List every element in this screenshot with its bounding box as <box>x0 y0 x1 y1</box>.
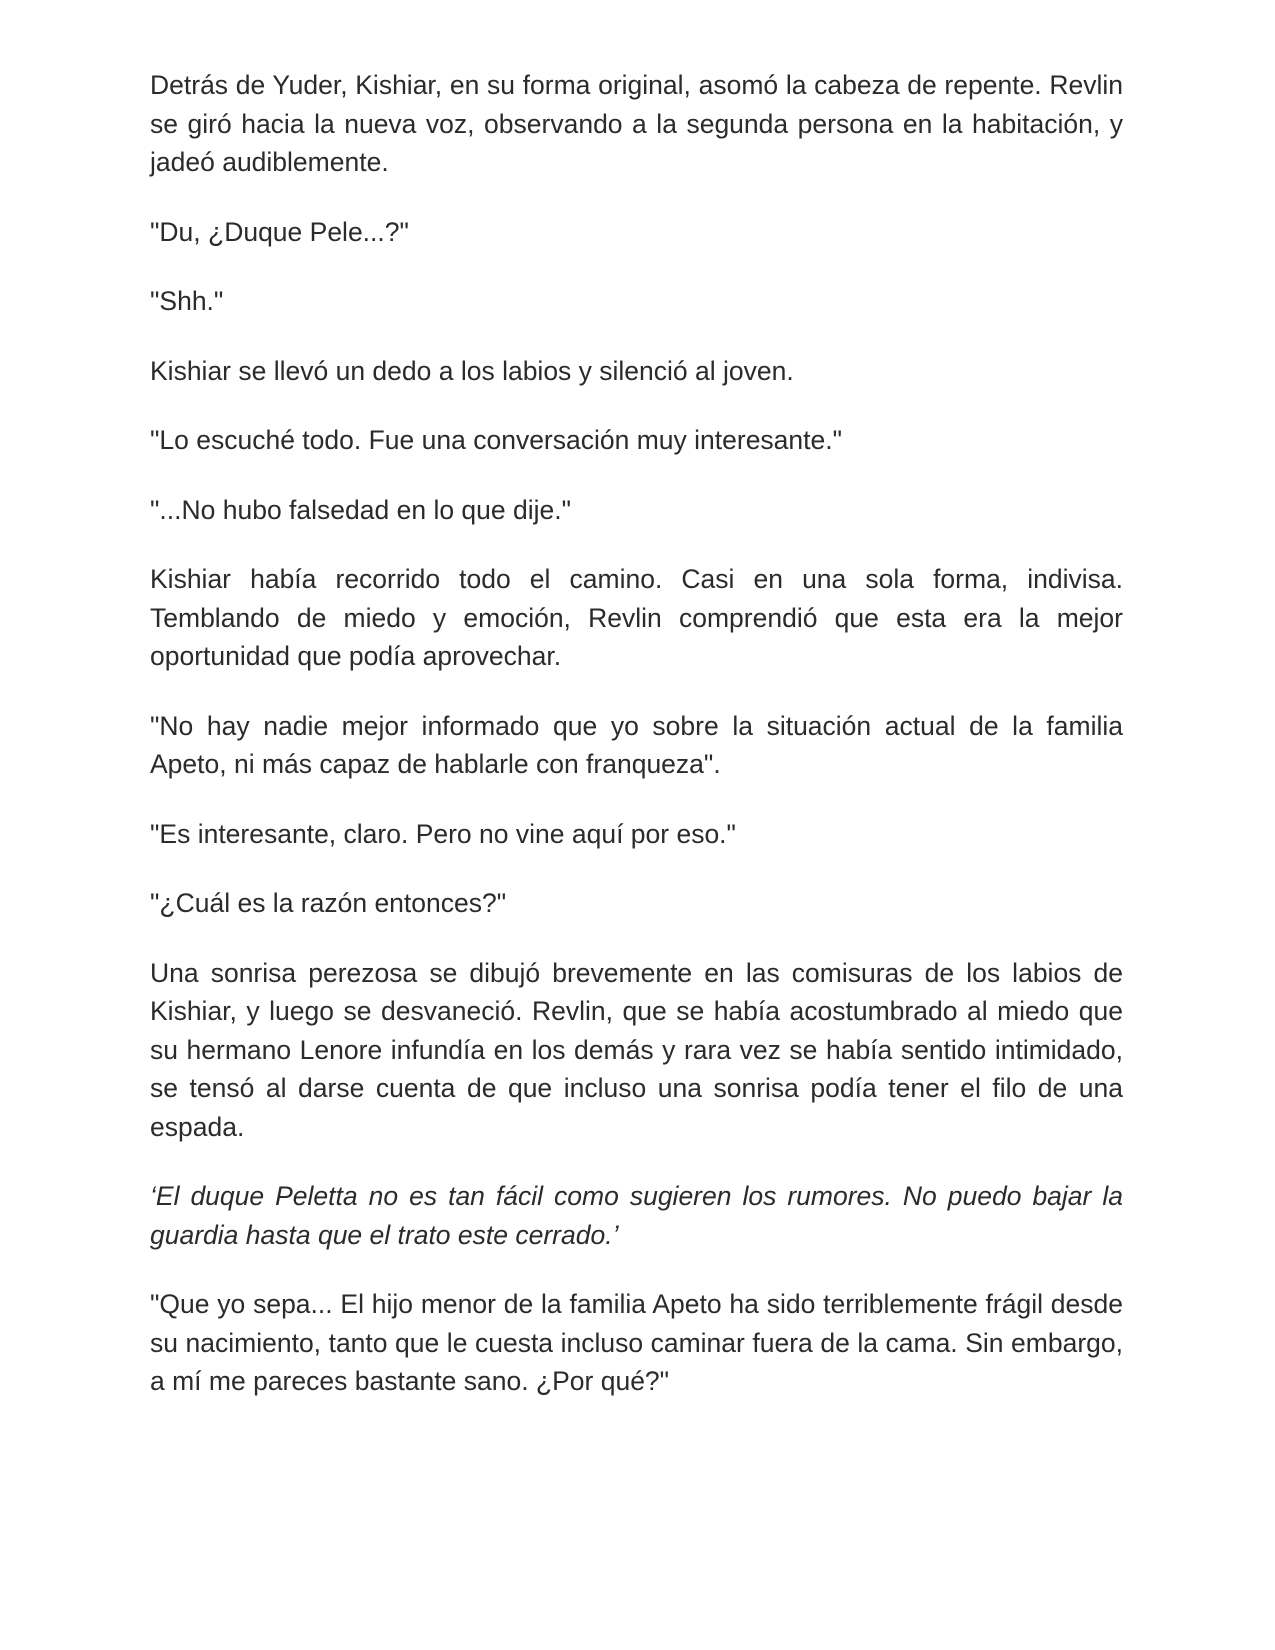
paragraph: Una sonrisa perezosa se dibujó brevemente en las comisuras de los labios de Kishiar, y luego se desvaneció. Revlin, que se había acostumbrado al miedo que su hermano Lenore infundía en los demás y rara vez se había sentido intimidado, se tensó al darse cuenta de que incluso una sonrisa podía tener el filo de una espada. <box>150 957 1123 1142</box>
italic-thought-paragraph: ‘El duque Peletta no es tan fácil como sugieren los rumores. No puedo bajar la guardia hasta que el trato este cerrado.’ <box>150 1181 1123 1250</box>
paragraph: "Es interesante, claro. Pero no vine aquí por eso." <box>150 818 736 849</box>
paragraph: "Que yo sepa... El hijo menor de la familia Apeto ha sido terriblemente frágil desde su nacimiento, tanto que le cuesta incluso caminar fuera de la cama. Sin embargo, a mí me pareces bastante sano. ¿Por qué?" <box>150 1289 1123 1396</box>
document-page <box>150 66 1123 1432</box>
paragraph: "Shh." <box>150 286 224 316</box>
paragraph: "¿Cuál es la razón entonces?" <box>150 888 507 918</box>
paragraph: Kishiar había recorrido todo el camino. Casi en una sola forma, indivisa. Temblando de miedo y emoción, Revlin comprendió que esta era la mejor oportunidad que podía aprovechar. <box>150 564 1123 671</box>
paragraph: "No hay nadie mejor informado que yo sobre la situación actual de la familia Apeto, ni más capaz de hablarle con franqueza". <box>150 710 1123 779</box>
paragraph: Kishiar se llevó un dedo a los labios y silenció al joven. <box>150 355 794 386</box>
paragraph: "Du, ¿Duque Pele...?" <box>150 216 409 247</box>
paragraph: "...No hubo falsedad en lo que dije." <box>150 494 572 525</box>
paragraph: "Lo escuché todo. Fue una conversación muy interesante." <box>150 425 843 455</box>
paragraph: Detrás de Yuder, Kishiar, en su forma original, asomó la cabeza de repente. Revlin se giró hacia la nueva voz, observando a la segunda persona en la habitación, y jadeó audiblemente. <box>150 70 1123 177</box>
